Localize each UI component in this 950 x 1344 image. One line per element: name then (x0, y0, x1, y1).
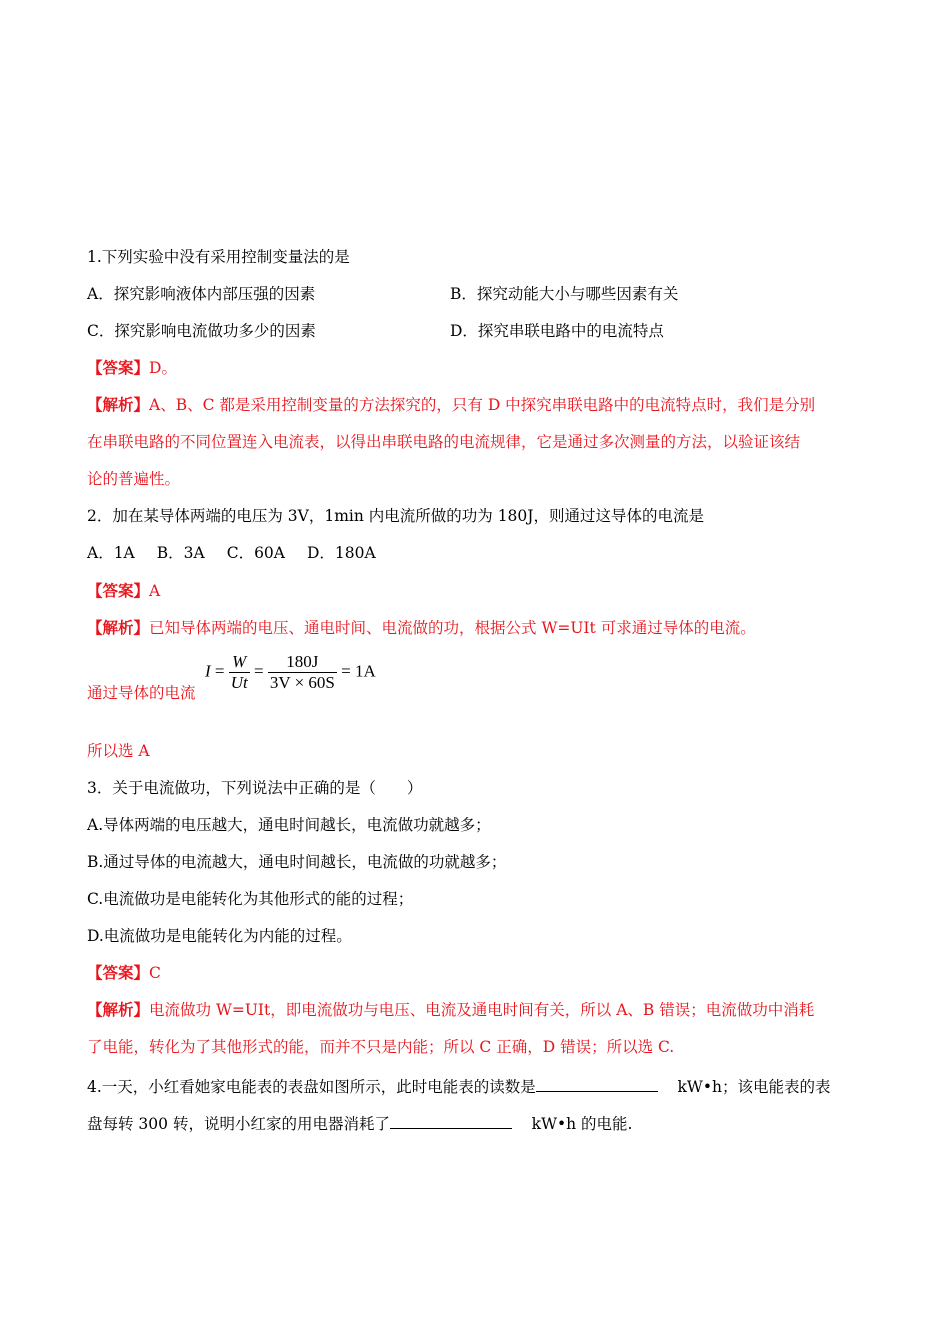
answer-value: A (149, 582, 161, 600)
q2-option-d: D．180A (306, 544, 376, 562)
q3-option-d: D.电流做功是电能转化为内能的过程。 (87, 927, 352, 945)
fraction-denominator: 3V × 60S (269, 673, 335, 692)
answer-value: D。 (149, 359, 177, 377)
q2-answer (87, 581, 160, 601)
fraction-numerator: 180J (268, 652, 337, 673)
q3-option-b: B.通过导体的电流越大，通电时间越长，电流做的功就越多； (87, 853, 507, 871)
q2-conclusion: 所以选 A (87, 742, 150, 760)
q2-option-c: C．60A (226, 544, 285, 562)
q3-option-a: A.导体两端的电压越大，通电时间越长，电流做功就越多； (87, 816, 491, 834)
formula-eq: = (214, 661, 225, 681)
q1-option-a: A．探究影响液体内部压强的因素 (87, 285, 316, 303)
q3-option-c: C.电流做功是电能转化为其他形式的能的过程； (87, 890, 414, 908)
formula-lhs: I (205, 661, 211, 681)
formula-fraction-2 (268, 652, 337, 693)
q3-answer (87, 963, 161, 983)
q4-unit-2: kW•h 的电能. (531, 1115, 633, 1133)
q3-analysis-line-1 (87, 1000, 814, 1020)
fraction-denominator: Ut (230, 673, 248, 692)
analysis-tag: 【解析】 (87, 618, 150, 637)
q3-analysis-line-2: 了电能，转化为了其他形式的能，而并不只是内能；所以 C 正确，D 错误；所以选 C. (87, 1038, 675, 1056)
fraction-numerator: W (229, 652, 250, 673)
q2-formula-label: 通过导体的电流 (87, 684, 196, 702)
q1-option-b: B．探究动能大小与哪些因素有关 (450, 285, 679, 303)
q2-analysis (87, 618, 756, 638)
answer-tag: 【答案】 (87, 358, 150, 377)
q4-stem-line-2 (87, 1112, 632, 1134)
q1-answer (87, 358, 177, 378)
q4-stem-a: 4.一天，小红看她家电能表的表盘如图所示，此时电能表的读数是 (87, 1078, 536, 1096)
q2-option-a: A．1A (87, 544, 135, 562)
q2-stem: 2．加在某导体两端的电压为 3V，1min 内电流所做的功为 180J，则通过这导体的电流是 (87, 507, 704, 525)
formula-rhs: = 1A (341, 661, 376, 681)
answer-value: C (149, 964, 161, 982)
q1-analysis-line-2: 在串联电路的不同位置连入电流表，以得出串联电路的电流规律，它是通过多次测量的方法，以验证该结 (87, 433, 801, 451)
analysis-tag: 【解析】 (87, 1000, 150, 1019)
answer-tag: 【答案】 (87, 581, 150, 600)
q1-option-d: D．探究串联电路中的电流特点 (450, 322, 664, 340)
q1-stem: 1.下列实验中没有采用控制变量法的是 (87, 248, 350, 266)
q1-option-c: C．探究影响电流做功多少的因素 (87, 322, 316, 340)
analysis-text: 电流做功 W=UIt，即电流做功与电压、电流及通电时间有关，所以 A、B 错误；电流做功中消耗 (149, 1001, 815, 1019)
formula-eq: = (254, 661, 264, 681)
q4-blank-2[interactable] (390, 1112, 512, 1129)
q3-stem: 3．关于电流做功，下列说法中正确的是（ ） (87, 779, 423, 797)
analysis-text: 已知导体两端的电压、通电时间、电流做的功，根据公式 W=UIt 可求通过导体的电流。 (149, 619, 756, 637)
q2-options (87, 543, 398, 563)
analysis-text: A、B、C 都是采用控制变量的方法探究的，只有 D 中探究串联电路中的电流特点时，我们是分别 (149, 396, 816, 414)
analysis-tag: 【解析】 (87, 395, 150, 414)
q4-stem-line-1 (87, 1075, 830, 1097)
q1-analysis-line-3: 论的普遍性。 (87, 470, 181, 488)
q4-unit-1: kW•h；该电能表的表 (677, 1078, 831, 1096)
formula-fraction-1 (229, 652, 250, 693)
q4-blank-1[interactable] (536, 1075, 658, 1092)
q2-formula (205, 652, 376, 693)
answer-tag: 【答案】 (87, 963, 150, 982)
q1-analysis-line-1 (87, 395, 815, 415)
q4-stem-b: 盘每转 300 转，说明小红家的用电器消耗了 (87, 1115, 390, 1133)
q2-option-b: B．3A (156, 544, 205, 562)
